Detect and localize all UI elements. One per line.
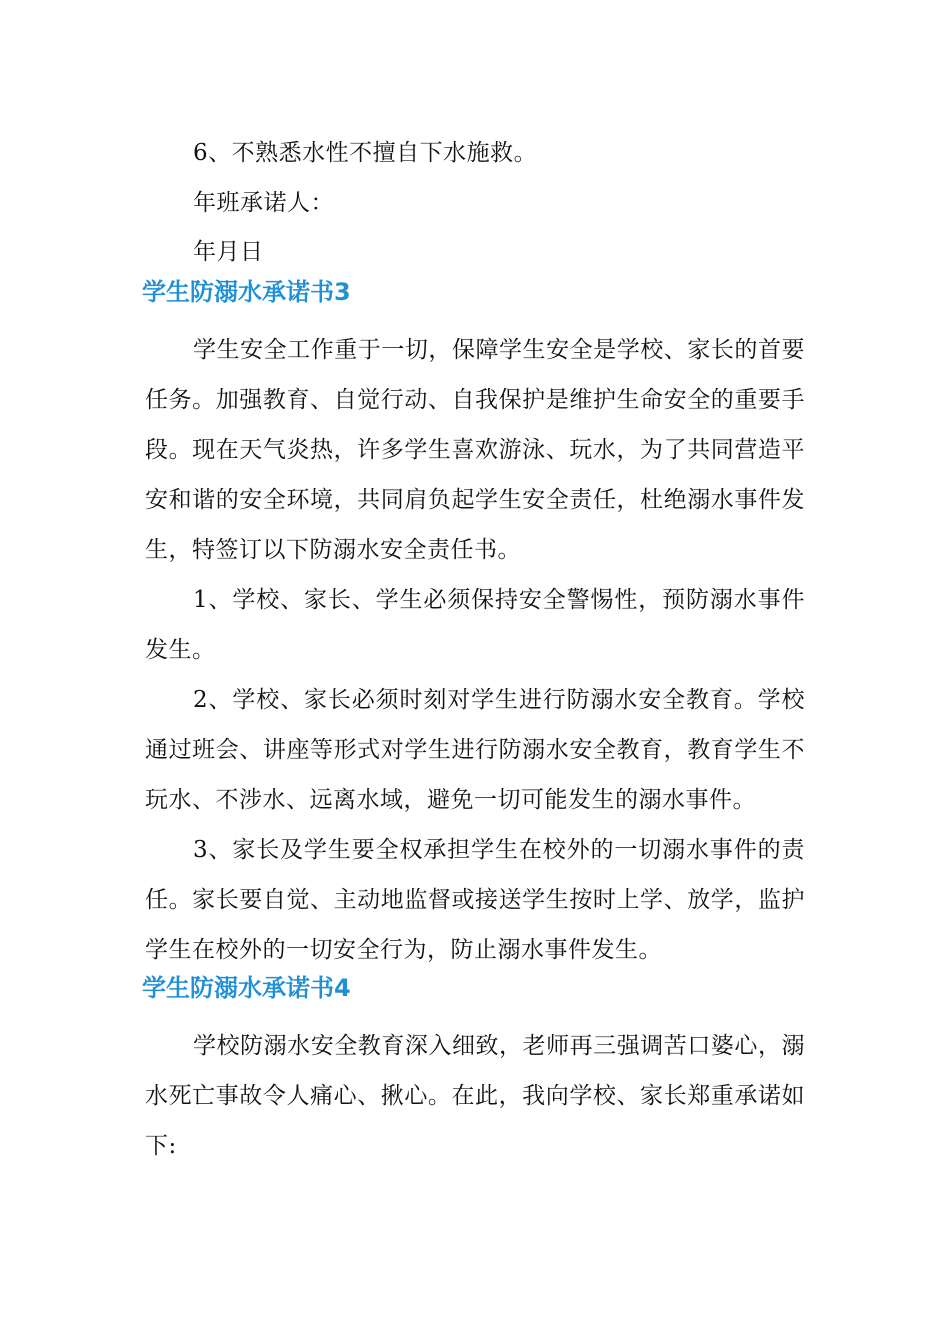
section-3-item-1: 1、学校、家长、学生必须保持安全警惕性，预防溺水事件发生。	[145, 587, 805, 663]
section-3-item-2: 2、学校、家长必须时刻对学生进行防溺水安全教育。学校通过班会、讲座等形式对学生进行防溺水安全教育，教育学生不玩水、不涉水、远离水域，避免一切可能发生的溺水事件。	[145, 687, 805, 813]
section-4-heading: 学生防溺水承诺书4	[142, 974, 351, 1002]
signer-line: 年班承诺人：	[193, 190, 334, 216]
section-3-intro: 学生安全工作重于一切，保障学生安全是学校、家长的首要任务。加强教育、自觉行动、自我保护是维护生命安全的重要手段。现在天气炎热，许多学生喜欢游泳、玩水，为了共同营造平安和谐的安全环境，共同肩负起学生安全责任，杜绝溺水事件发生，特签订以下防溺水安全责任书。	[145, 337, 805, 563]
section-4-intro: 学校防溺水安全教育深入细致，老师再三强调苦口婆心，溺水死亡事故令人痛心、揪心。在此，我向学校、家长郑重承诺如下:	[145, 1033, 805, 1159]
section-3-heading: 学生防溺水承诺书3	[142, 278, 351, 306]
section-3-item-3: 3、家长及学生要全权承担学生在校外的一切溺水事件的责任。家长要自觉、主动地监督或接送学生按时上学、放学，监护学生在校外的一切安全行为，防止溺水事件发生。	[145, 837, 805, 963]
item-6-line: 6、不熟悉水性不擅自下水施救。	[193, 140, 538, 166]
date-line: 年月日	[193, 239, 264, 265]
